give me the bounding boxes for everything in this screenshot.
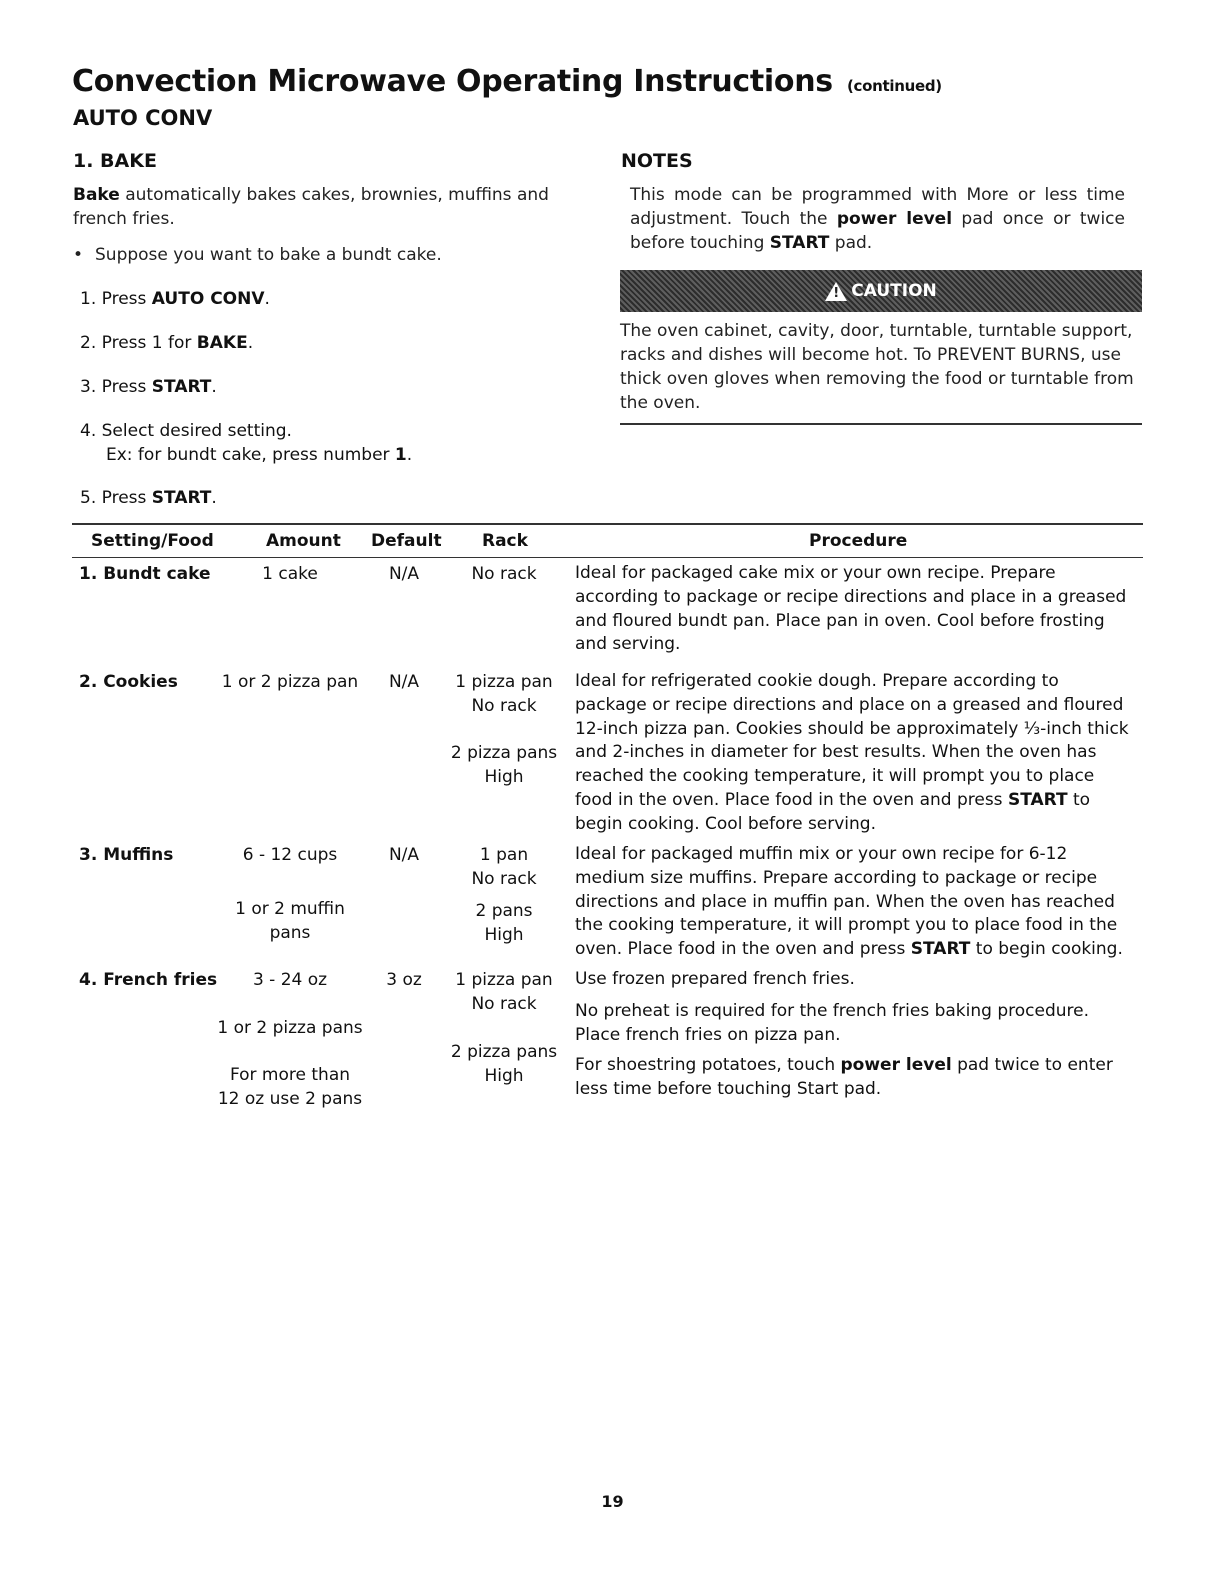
table-row-rack: 1 pizza pan (455, 970, 553, 990)
table-row-rack: No rack (471, 869, 537, 889)
table-row-rack: 2 pizza pans (450, 743, 558, 763)
table-row-rack: No rack (471, 564, 537, 584)
table-row-amount: 1 or 2 pizza pan (221, 672, 359, 692)
page-number: 19 (601, 1492, 624, 1511)
table-row-amount: 1 cake (262, 564, 318, 584)
table-row-procedure: Ideal for packaged muffin mix or your own recipe for 6-12 medium size muffins. Prepare according to package or recipe directions and place in muffin pan. When the oven has reached the cooking temperature, it will prompt you to place food in the oven. Place food in the oven and press START to begin cooking. (575, 844, 1123, 960)
table-row-rack: High (484, 1066, 524, 1086)
step-1: 1. Press AUTO CONV. (80, 289, 270, 309)
notes-heading: NOTES (621, 150, 693, 172)
table-row-food: 4. French fries (79, 970, 218, 990)
table-top-rule (72, 523, 1143, 525)
table-row-rack: High (484, 767, 524, 787)
warning-triangle-icon (825, 282, 847, 301)
table-row-default: 3 oz (386, 970, 422, 990)
caution-banner: ! CAUTION (620, 270, 1142, 312)
table-row-rack: No rack (471, 994, 537, 1014)
table-row-procedure: For shoestring potatoes, touch power level pad twice to enter less time before touching Start pad. (575, 1055, 1113, 1099)
table-row-rack: No rack (471, 696, 537, 716)
table-row-amount: 1 or 2 muffin (235, 899, 345, 919)
continued-label: (continued) (846, 77, 942, 95)
col-header-setting: Setting/Food (91, 531, 214, 551)
table-row-procedure: Use frozen prepared french fries. (575, 969, 855, 989)
table-row-amount: 3 - 24 oz (252, 970, 328, 990)
table-row-food: 1. Bundt cake (79, 564, 211, 584)
bake-heading: 1. BAKE (73, 150, 157, 172)
section-subtitle: AUTO CONV (73, 106, 213, 130)
bake-intro: Bake automatically bakes cakes, brownies, muffins and french fries. (73, 185, 549, 229)
table-row-rack: High (484, 925, 524, 945)
step-5: 5. Press START. (80, 488, 217, 508)
table-row-rack: 2 pizza pans (450, 1042, 558, 1062)
step-3: 3. Press START. (80, 377, 217, 397)
table-row-procedure: Ideal for packaged cake mix or your own recipe. Prepare according to package or recipe directions and place in a greased and floured bundt pan. Place pan in oven. Cool before frosting and serving. (575, 563, 1127, 655)
table-row-amount: 6 - 12 cups (242, 845, 338, 865)
table-row-amount: 1 or 2 pizza pans (217, 1018, 363, 1038)
caution-text: The oven cabinet, cavity, door, turntable, turntable support, racks and dishes will become hot. To PREVENT BURNS, use thick oven gloves when removing the food or turntable from the oven. (620, 321, 1134, 413)
table-row-amount: For more than (229, 1065, 351, 1085)
bullet-dot: • (73, 245, 84, 265)
table-row-default: N/A (388, 845, 420, 865)
table-row-rack: 1 pizza pan (455, 672, 553, 692)
caution-divider (620, 423, 1142, 425)
table-row-amount: pans (269, 923, 311, 943)
table-row-rack: 1 pan (479, 845, 529, 865)
table-header-rule (72, 557, 1143, 558)
table-row-default: N/A (388, 564, 420, 584)
col-header-amount: Amount (266, 531, 341, 551)
step-4: 4. Select desired setting. (80, 421, 292, 441)
step-4-example: Ex: for bundt cake, press number 1. (106, 445, 413, 465)
table-row-procedure: Ideal for refrigerated cookie dough. Prepare according to package or recipe directions and place on a greased and floured 12-inch pizza pan. Cookies should be approximately ⅓-inch thick and 2-inches in diameter for best results. When the oven has reached the cooking temperature, it will prompt you to place food in the oven. Place food in the oven and press START to begin cooking. Cool before serving. (575, 671, 1129, 834)
table-row-procedure: No preheat is required for the french fries baking procedure. Place french fries on pizza pan. (575, 1001, 1089, 1045)
table-row-food: 3. Muffins (79, 845, 174, 865)
table-row-default: N/A (388, 672, 420, 692)
step-2: 2. Press 1 for BAKE. (80, 333, 254, 353)
bake-bullet: • Suppose you want to bake a bundt cake. (73, 245, 442, 265)
page-title: Convection Microwave Operating Instructions (continued) (72, 64, 942, 99)
table-row-rack: 2 pans (475, 901, 533, 921)
col-header-rack: Rack (482, 531, 528, 551)
col-header-default: Default (371, 531, 442, 551)
table-row-food: 2. Cookies (79, 672, 178, 692)
table-row-amount: 12 oz use 2 pans (217, 1089, 363, 1109)
notes-text: This mode can be programmed with More or less time adjustment. Touch the power level pad once or twice before touching START pad. (630, 185, 1125, 253)
col-header-procedure: Procedure (809, 531, 908, 551)
